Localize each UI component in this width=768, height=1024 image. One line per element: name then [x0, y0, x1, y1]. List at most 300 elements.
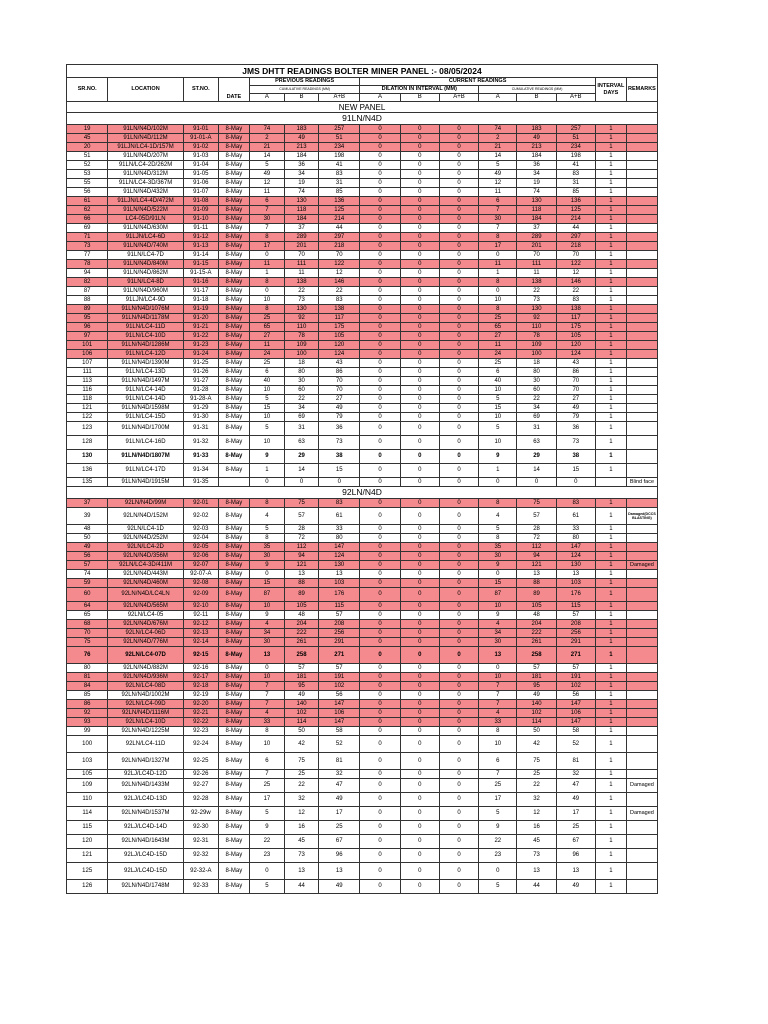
cell-remarks	[626, 602, 657, 611]
cell-interval-days: 1	[595, 170, 626, 179]
header-st-no: ST.NO.	[183, 78, 218, 102]
table-row	[67, 673, 658, 682]
cell-interval-days: 1	[595, 450, 626, 464]
cell-date: 8-May	[218, 673, 249, 682]
cell-remarks	[626, 404, 657, 413]
cell-date: 8-May	[218, 278, 249, 287]
cell-st-no: 92-14	[183, 638, 218, 647]
cell-dil-a: 0	[360, 450, 400, 464]
cell-curr-a: 23	[479, 849, 517, 863]
cell-curr-ab: 61	[556, 508, 595, 525]
section-header: 92LN/N4D	[67, 487, 658, 499]
cell-curr-b: 138	[517, 278, 556, 287]
cell-dil-b: 0	[400, 793, 439, 807]
table-row	[67, 450, 658, 464]
cell-dil-a: 0	[360, 386, 400, 395]
cell-curr-b: 140	[517, 700, 556, 709]
cell-sr-no: 49	[67, 543, 108, 552]
cell-prev-ab: 13	[319, 863, 360, 880]
cell-st-no: 91-10	[183, 215, 218, 224]
cell-dil-ab: 0	[439, 779, 478, 793]
cell-dil-b: 0	[400, 709, 439, 718]
cell-date: 8-May	[218, 664, 249, 673]
cell-curr-a: 4	[479, 620, 517, 629]
cell-prev-a: 14	[249, 152, 284, 161]
cell-curr-b: 60	[517, 386, 556, 395]
cell-date: 8-May	[218, 700, 249, 709]
cell-sr-no: 136	[67, 464, 108, 478]
cell-prev-b: 29	[284, 450, 318, 464]
cell-dil-b: 0	[400, 143, 439, 152]
cell-st-no: 91-21	[183, 323, 218, 332]
cell-curr-b: 44	[517, 880, 556, 894]
cell-prev-b: 25	[284, 770, 318, 779]
cell-prev-b: 13	[284, 863, 318, 880]
cell-st-no: 92-08	[183, 579, 218, 588]
cell-sr-no: 114	[67, 807, 108, 821]
cell-curr-ab: 44	[556, 224, 595, 233]
cell-st-no: 92-07-A	[183, 570, 218, 579]
cell-sr-no: 56	[67, 552, 108, 561]
cell-date: 8-May	[218, 779, 249, 793]
cell-dil-ab: 0	[439, 260, 478, 269]
cell-location: 91LN/LC4-11D	[108, 323, 183, 332]
cell-curr-a: 12	[479, 179, 517, 188]
table-row	[67, 579, 658, 588]
cell-curr-b: 88	[517, 579, 556, 588]
cell-prev-a: 7	[249, 691, 284, 700]
cell-prev-a: 8	[249, 233, 284, 242]
cell-curr-b: 118	[517, 206, 556, 215]
cell-location: 91LN/LC4-14D	[108, 395, 183, 404]
cell-dil-ab: 0	[439, 673, 478, 682]
cell-sr-no: 69	[67, 224, 108, 233]
cell-curr-b: 80	[517, 368, 556, 377]
cell-prev-ab: 83	[319, 296, 360, 305]
cell-prev-b: 140	[284, 700, 318, 709]
cell-location: 92LN/N4D/1327M	[108, 753, 183, 770]
cell-curr-b: 14	[517, 464, 556, 478]
cell-location: 92LN/N4D/152M	[108, 508, 183, 525]
cell-prev-a: 5	[249, 807, 284, 821]
table-row	[67, 404, 658, 413]
cell-date: 8-May	[218, 682, 249, 691]
cell-dil-ab: 0	[439, 620, 478, 629]
cell-interval-days: 1	[595, 779, 626, 793]
cell-date: 8-May	[218, 525, 249, 534]
cell-dil-b: 0	[400, 849, 439, 863]
cell-curr-a: 10	[479, 386, 517, 395]
table-row	[67, 179, 658, 188]
cell-dil-ab: 0	[439, 233, 478, 242]
cell-curr-ab: 79	[556, 413, 595, 422]
cell-prev-a: 17	[249, 793, 284, 807]
cell-dil-b: 0	[400, 296, 439, 305]
cell-curr-b: 12	[517, 807, 556, 821]
cell-dil-a: 0	[360, 718, 400, 727]
cell-location: 92LN/N4D/252M	[108, 534, 183, 543]
cell-prev-a: 17	[249, 242, 284, 251]
cell-curr-ab: 12	[556, 269, 595, 278]
cell-prev-a: 0	[249, 664, 284, 673]
cell-remarks	[626, 359, 657, 368]
cell-interval-days: 1	[595, 835, 626, 849]
cell-prev-b: 222	[284, 629, 318, 638]
cell-sr-no: 75	[67, 638, 108, 647]
cell-prev-a: 74	[249, 125, 284, 134]
cell-interval-days: 1	[595, 269, 626, 278]
cell-remarks	[626, 341, 657, 350]
cell-prev-a: 7	[249, 700, 284, 709]
cell-curr-b: 289	[517, 233, 556, 242]
cell-dil-a: 0	[360, 629, 400, 638]
cell-curr-b: 74	[517, 188, 556, 197]
cell-dil-b: 0	[400, 413, 439, 422]
cell-st-no: 91-15-A	[183, 269, 218, 278]
cell-remarks	[626, 863, 657, 880]
cell-curr-a: 7	[479, 691, 517, 700]
table-row	[67, 278, 658, 287]
cell-prev-a: 15	[249, 579, 284, 588]
cell-location: 92LN/LC4-11D	[108, 736, 183, 753]
cell-prev-ab: 52	[319, 736, 360, 753]
cell-dil-a: 0	[360, 727, 400, 736]
cell-curr-ab: 58	[556, 727, 595, 736]
cell-prev-ab: 70	[319, 386, 360, 395]
cell-location: 91LN/N4D/207M	[108, 152, 183, 161]
cell-curr-ab: 38	[556, 450, 595, 464]
cell-prev-b: 32	[284, 793, 318, 807]
cell-interval-days: 1	[595, 377, 626, 386]
cell-sr-no: 107	[67, 359, 108, 368]
table-row	[67, 332, 658, 341]
cell-prev-b: 92	[284, 314, 318, 323]
cell-st-no: 91-35	[183, 478, 218, 487]
cell-curr-b: 73	[517, 296, 556, 305]
cell-prev-a: 0	[249, 287, 284, 296]
cell-dil-ab: 0	[439, 278, 478, 287]
cell-prev-ab: 125	[319, 206, 360, 215]
header-prev-ab: A+B	[319, 94, 360, 102]
cell-curr-a: 13	[479, 647, 517, 664]
cell-prev-b: 213	[284, 143, 318, 152]
cell-prev-b: 105	[284, 602, 318, 611]
cell-prev-ab: 124	[319, 552, 360, 561]
cell-curr-a: 9	[479, 561, 517, 570]
table-row	[67, 323, 658, 332]
cell-prev-b: 36	[284, 161, 318, 170]
cell-date: 8-May	[218, 206, 249, 215]
cell-st-no: 92-33	[183, 880, 218, 894]
cell-prev-a: 65	[249, 323, 284, 332]
cell-curr-ab: 191	[556, 673, 595, 682]
cell-remarks	[626, 170, 657, 179]
cell-prev-ab: 27	[319, 395, 360, 404]
cell-dil-b: 0	[400, 332, 439, 341]
cell-curr-ab: 13	[556, 570, 595, 579]
cell-prev-ab: 83	[319, 499, 360, 508]
table-row	[67, 525, 658, 534]
cell-date: 8-May	[218, 125, 249, 134]
cell-sr-no: 106	[67, 350, 108, 359]
cell-prev-ab: 47	[319, 779, 360, 793]
cell-prev-ab: 25	[319, 821, 360, 835]
cell-sr-no: 116	[67, 386, 108, 395]
cell-st-no: 92-07	[183, 561, 218, 570]
cell-curr-ab: 31	[556, 179, 595, 188]
cell-prev-b: 19	[284, 179, 318, 188]
cell-curr-a: 33	[479, 718, 517, 727]
cell-curr-b: 109	[517, 341, 556, 350]
cell-prev-a: 27	[249, 332, 284, 341]
cell-remarks	[626, 314, 657, 323]
cell-location: 92LN/N4D/776M	[108, 638, 183, 647]
cell-curr-ab: 218	[556, 242, 595, 251]
cell-date: 8-May	[218, 849, 249, 863]
cell-st-no: 92-22	[183, 718, 218, 727]
cell-curr-b: 57	[517, 508, 556, 525]
cell-dil-ab: 0	[439, 464, 478, 478]
cell-prev-ab: 15	[319, 464, 360, 478]
cell-prev-ab: 96	[319, 849, 360, 863]
cell-date: 8-May	[218, 242, 249, 251]
table-row	[67, 835, 658, 849]
sheet-title: JMS DHTT READINGS BOLTER MINER PANEL :- 08/05/2024	[67, 65, 658, 78]
cell-date: 8-May	[218, 588, 249, 602]
cell-location: 92LN/LC4-1D	[108, 525, 183, 534]
cell-dil-a: 0	[360, 691, 400, 700]
cell-dil-b: 0	[400, 478, 439, 487]
cell-prev-ab: 49	[319, 793, 360, 807]
table-row	[67, 552, 658, 561]
cell-dil-ab: 0	[439, 197, 478, 206]
table-row	[67, 561, 658, 570]
cell-dil-b: 0	[400, 197, 439, 206]
cell-prev-a: 10	[249, 436, 284, 450]
header-previous-readings: PREVIOUS READINGS	[249, 78, 360, 86]
cell-remarks	[626, 224, 657, 233]
cell-curr-b: 121	[517, 561, 556, 570]
cell-prev-b: 12	[284, 807, 318, 821]
cell-curr-b: 11	[517, 269, 556, 278]
cell-curr-ab: 43	[556, 359, 595, 368]
cell-dil-b: 0	[400, 807, 439, 821]
cell-prev-a: 10	[249, 296, 284, 305]
cell-prev-b: 114	[284, 718, 318, 727]
cell-dil-b: 0	[400, 647, 439, 664]
cell-curr-a: 27	[479, 332, 517, 341]
header-remarks: REMARKS	[626, 78, 657, 102]
cell-dil-b: 0	[400, 629, 439, 638]
cell-dil-ab: 0	[439, 143, 478, 152]
cell-dil-ab: 0	[439, 552, 478, 561]
cell-remarks	[626, 753, 657, 770]
cell-curr-a: 7	[479, 224, 517, 233]
cell-remarks	[626, 386, 657, 395]
cell-remarks	[626, 727, 657, 736]
cell-prev-a: 49	[249, 170, 284, 179]
cell-location: 91LN/N4D/1286M	[108, 341, 183, 350]
cell-dil-a: 0	[360, 436, 400, 450]
cell-interval-days: 1	[595, 436, 626, 450]
cell-date: 8-May	[218, 422, 249, 436]
cell-dil-a: 0	[360, 287, 400, 296]
cell-dil-ab: 0	[439, 700, 478, 709]
cell-interval-days: 1	[595, 863, 626, 880]
cell-prev-b: 16	[284, 821, 318, 835]
cell-curr-ab: 234	[556, 143, 595, 152]
cell-prev-ab: 146	[319, 278, 360, 287]
cell-curr-ab: 15	[556, 464, 595, 478]
cell-location: 92LN/N4D/565M	[108, 602, 183, 611]
cell-prev-b: 138	[284, 278, 318, 287]
cell-curr-ab: 124	[556, 552, 595, 561]
cell-dil-b: 0	[400, 170, 439, 179]
cell-curr-b: 201	[517, 242, 556, 251]
cell-prev-a: 33	[249, 718, 284, 727]
cell-interval-days: 1	[595, 395, 626, 404]
cell-remarks	[626, 629, 657, 638]
cell-date: 8-May	[218, 863, 249, 880]
cell-curr-a: 4	[479, 709, 517, 718]
cell-location: 91LN/LC4-8D	[108, 278, 183, 287]
cell-dil-ab: 0	[439, 499, 478, 508]
cell-curr-b: 19	[517, 179, 556, 188]
cell-prev-b: 48	[284, 611, 318, 620]
cell-dil-b: 0	[400, 395, 439, 404]
cell-location: 91LN/N4D/1178M	[108, 314, 183, 323]
cell-location: 91LN/LC4-7D	[108, 251, 183, 260]
cell-location: 92LN/N4D/1643M	[108, 835, 183, 849]
cell-prev-b: 22	[284, 395, 318, 404]
cell-dil-ab: 0	[439, 718, 478, 727]
header-prev-b: B	[284, 94, 318, 102]
cell-date: 8-May	[218, 835, 249, 849]
cell-sr-no: 48	[67, 525, 108, 534]
cell-prev-ab: 256	[319, 629, 360, 638]
cell-prev-a: 9	[249, 821, 284, 835]
cell-location: 91LN/LC4-12D	[108, 350, 183, 359]
cell-curr-b: 63	[517, 436, 556, 450]
cell-prev-a: 5	[249, 525, 284, 534]
cell-curr-a: 9	[479, 611, 517, 620]
cell-sr-no: 89	[67, 305, 108, 314]
cell-remarks	[626, 179, 657, 188]
cell-curr-ab: 105	[556, 332, 595, 341]
cell-curr-b: 75	[517, 753, 556, 770]
cell-curr-ab: 49	[556, 404, 595, 413]
header-dil-ab: A+B	[439, 94, 478, 102]
cell-prev-ab: 257	[319, 125, 360, 134]
cell-prev-a: 5	[249, 880, 284, 894]
cell-dil-b: 0	[400, 525, 439, 534]
cell-st-no: 91-13	[183, 242, 218, 251]
cell-dil-b: 0	[400, 561, 439, 570]
cell-sr-no: 74	[67, 570, 108, 579]
cell-interval-days: 1	[595, 793, 626, 807]
cell-location: 91LJN/LC4-6D	[108, 233, 183, 242]
cell-sr-no: 70	[67, 629, 108, 638]
cell-curr-ab: 176	[556, 588, 595, 602]
cell-st-no: 91-11	[183, 224, 218, 233]
cell-curr-ab: 103	[556, 579, 595, 588]
cell-prev-b: 88	[284, 579, 318, 588]
cell-st-no: 91-22	[183, 332, 218, 341]
cell-prev-b: 289	[284, 233, 318, 242]
cell-location: 92LN/N4D/936M	[108, 673, 183, 682]
cell-prev-ab: 291	[319, 638, 360, 647]
cell-curr-b: 50	[517, 727, 556, 736]
cell-remarks	[626, 233, 657, 242]
cell-dil-ab: 0	[439, 835, 478, 849]
cell-curr-a: 10	[479, 602, 517, 611]
cell-location: 92LN/N4D/460M	[108, 579, 183, 588]
cell-dil-b: 0	[400, 753, 439, 770]
table-row	[67, 534, 658, 543]
cell-prev-a: 6	[249, 197, 284, 206]
table-row	[67, 350, 658, 359]
cell-st-no: 92-24	[183, 736, 218, 753]
cell-remarks	[626, 736, 657, 753]
cell-remarks	[626, 611, 657, 620]
table-row	[67, 143, 658, 152]
cell-sr-no: 81	[67, 673, 108, 682]
cell-interval-days: 1	[595, 736, 626, 753]
cell-curr-b: 112	[517, 543, 556, 552]
cell-curr-b: 75	[517, 499, 556, 508]
cell-date: 8-May	[218, 552, 249, 561]
cell-prev-a: 11	[249, 341, 284, 350]
table-row	[67, 793, 658, 807]
cell-curr-a: 8	[479, 499, 517, 508]
cell-dil-ab: 0	[439, 161, 478, 170]
cell-curr-a: 15	[479, 579, 517, 588]
table-row	[67, 260, 658, 269]
cell-date: 8-May	[218, 821, 249, 835]
cell-interval-days: 1	[595, 499, 626, 508]
header-curr-cumulative: CUMULATIVE READINGS (MM)	[479, 86, 596, 94]
cell-dil-ab: 0	[439, 588, 478, 602]
cell-prev-a: 7	[249, 206, 284, 215]
cell-curr-b: 42	[517, 736, 556, 753]
cell-curr-a: 14	[479, 152, 517, 161]
cell-date: 8-May	[218, 260, 249, 269]
cell-curr-a: 0	[479, 287, 517, 296]
cell-curr-a: 17	[479, 793, 517, 807]
header-curr-b: B	[517, 94, 556, 102]
cell-dil-ab: 0	[439, 413, 478, 422]
cell-curr-ab: 57	[556, 611, 595, 620]
cell-curr-b: 110	[517, 323, 556, 332]
header-location: LOCATION	[108, 78, 183, 102]
cell-prev-ab: 22	[319, 287, 360, 296]
cell-sr-no: 65	[67, 611, 108, 620]
cell-prev-ab: 17	[319, 807, 360, 821]
cell-interval-days: 1	[595, 359, 626, 368]
cell-prev-a: 4	[249, 709, 284, 718]
cell-curr-b: 22	[517, 287, 556, 296]
cell-dil-ab: 0	[439, 206, 478, 215]
cell-sr-no: 126	[67, 880, 108, 894]
cell-curr-ab: 57	[556, 664, 595, 673]
cell-st-no: 91-08	[183, 197, 218, 206]
cell-curr-a: 34	[479, 629, 517, 638]
cell-dil-a: 0	[360, 350, 400, 359]
cell-date: 8-May	[218, 620, 249, 629]
cell-dil-ab: 0	[439, 579, 478, 588]
cell-date: 8-May	[218, 179, 249, 188]
cell-prev-a: 8	[249, 305, 284, 314]
